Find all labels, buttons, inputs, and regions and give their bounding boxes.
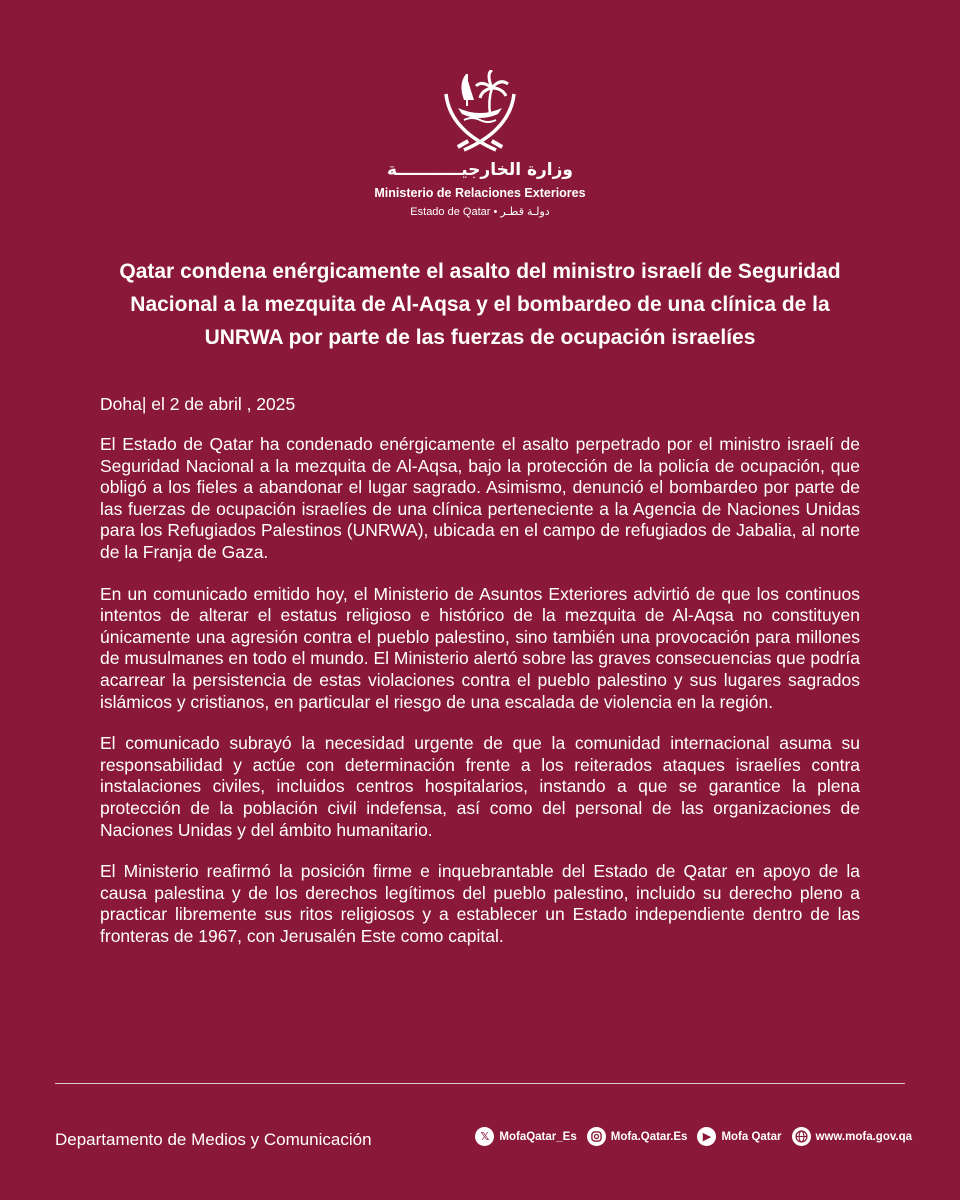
x-icon: 𝕏: [475, 1127, 494, 1146]
separator-dot: •: [493, 206, 501, 218]
body-paragraph: El Ministerio reafirmó la posición firme e inquebrantable del Estado de Qatar en apoyo de la causa palestina y de los derechos legítimos del pueblo palestino, incluido su derecho pleno a practicar libremente sus ritos religiosos y a establecer un Estado independiente dentro de las fronteras de 1967, con Jerusalén Este como capital.: [100, 861, 860, 946]
body-paragraph: El Estado de Qatar ha condenado enérgicamente el asalto perpetrado por el ministro israelí de Seguridad Nacional a la mezquita de Al-Aqsa, bajo la protección de la policía de ocupación, que obligó a los fieles a abandonar el lugar sagrado. Asimismo, denunció el bombardeo por parte de las fuerzas de ocupación israelíes de una clínica perteneciente a la Agencia de Naciones Unidas para los Refugiados Palestinos (UNRWA), ubicada en el campo de refugiados de Jabalia, al norte de la Franja de Gaza.: [100, 434, 860, 562]
website-link[interactable]: [792, 1127, 912, 1146]
state-name: [0, 205, 960, 218]
ministry-logo: [0, 70, 960, 218]
globe-icon: [792, 1127, 811, 1146]
ministry-name-arabic: وزارة الخارجيـــــــــــة: [387, 160, 573, 180]
qatar-emblem-icon: [440, 70, 520, 156]
department-name: Departamento de Medios y Comunicación: [55, 1130, 372, 1149]
instagram-handle: Mofa.Qatar.Es: [610, 1130, 688, 1143]
press-release-body: [100, 434, 860, 967]
youtube-handle: Mofa Qatar: [721, 1130, 782, 1143]
website-url: www.mofa.gov.qa: [815, 1130, 912, 1143]
press-release-title: Qatar condena enérgicamente el asalto del ministro israelí de Seguridad Nacional a la mezquita de Al-Aqsa y el bombardeo de una clínica de la UNRWA por parte de las fuerzas de ocupación israelíes: [119, 260, 841, 349]
body-paragraph: El comunicado subrayó la necesidad urgente de que la comunidad internacional asuma su responsabilidad y actúe con determinación frente a los reiterados ataques israelíes contra instalaciones civiles, incluidos centros hospitalarios, instando a que se garantice la plena protección de la población civil indefensa, así como del personal de las organizaciones de Naciones Unidas y del ámbito humanitario.: [100, 733, 860, 840]
instagram-link[interactable]: [587, 1127, 688, 1146]
youtube-link[interactable]: [697, 1127, 781, 1146]
footer-divider: [55, 1083, 905, 1084]
dateline: Doha| el 2 de abril , 2025: [100, 394, 296, 414]
body-paragraph: En un comunicado emitido hoy, el Ministerio de Asuntos Exteriores advirtió de que los continuos intentos de alterar el estatus religioso e histórico de la mezquita de Al-Aqsa no constituyen únicamente una agresión contra el pueblo palestino, sino también una provocación para millones de musulmanes en todo el mundo. El Ministerio alertó sobre las graves consecuencias que podría acarrear la persistencia de estas violaciones contra el pueblo palestino y sus lugares sagrados islámicos y cristianos, en particular el riesgo de una escalada de violencia en la región.: [100, 583, 860, 712]
state-name-spanish: Estado de Qatar: [410, 206, 491, 218]
x-handle: MofaQatar_Es: [499, 1130, 577, 1143]
x-link[interactable]: [475, 1127, 576, 1146]
instagram-icon: [587, 1127, 606, 1146]
state-name-arabic: دولـة قطـر: [500, 206, 550, 218]
ministry-name: Ministerio de Relaciones Exteriores: [374, 186, 586, 200]
youtube-icon: ▶: [697, 1127, 716, 1146]
social-links: [475, 1127, 912, 1146]
